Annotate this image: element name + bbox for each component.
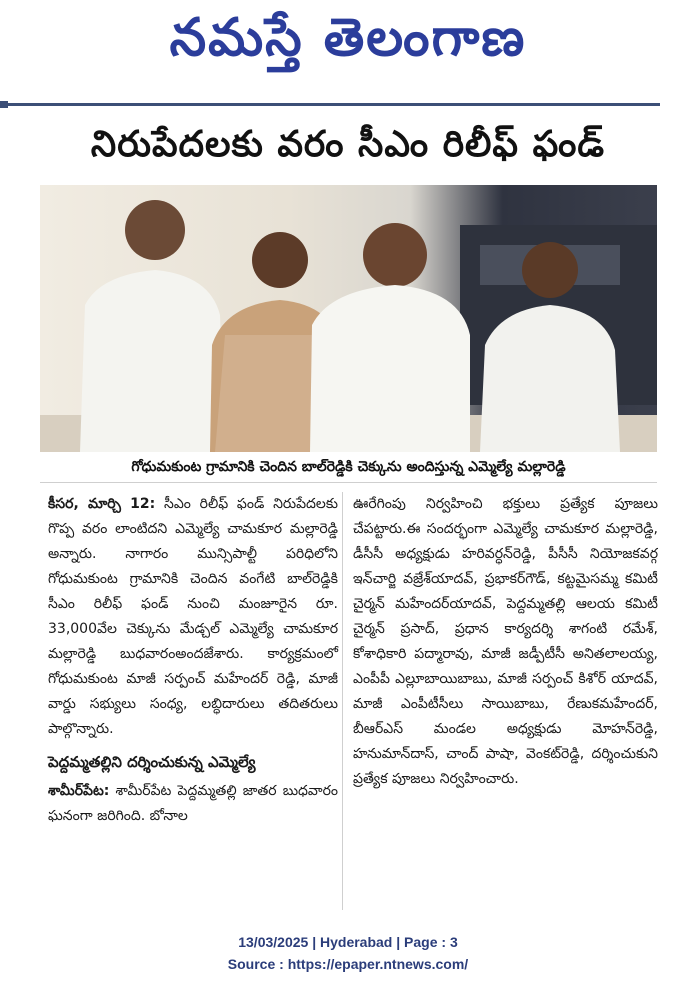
subheading: పెద్దమ్మతల్లిని దర్శించుకున్న ఎమ్మెల్యే: [48, 753, 256, 771]
dateline: కీసర, మార్చి 12:: [48, 496, 156, 512]
paragraph-text: శామీర్‌పేట పెద్దమ్మతల్లి జాతర బుధవారం ఘనంగా జరిగింది. బోనాల: [48, 783, 339, 824]
sub-dateline: శామీర్‌పేట:: [48, 783, 110, 799]
paragraph: [48, 779, 338, 829]
paragraph-text: సీఎం రిలీఫ్ ఫండ్ నిరుపేదలకు గొప్ప వరం లాంటిదని ఎమ్మెల్యే చామకూర మల్లారెడ్డి అన్నారు. నాగారం మున్సిపాల్టీ పరిధిలోని గోధుమకుంట గ్రామానికి చెందిన వంగేటి బాల్‌రెడ్డికి సీఎం రిలీఫ్ ఫండ్ నుంచి మంజూరైన రూ. 33,000వేల చెక్కును మేడ్చల్ ఎమ్మెల్యే చామకూర మల్లారెడ్డి బుధవారంఅందజేశారు. కార్యక్రమంలో గోధుమకుంట మాజీ సర్పంచ్ మహేందర్ రెడ్డి, మాజీ వార్డు సభ్యులు సంధ్య, లబ్ధిదారులు తదితరులు పాల్గొన్నారు.: [48, 496, 338, 737]
newspaper-logo: నమస్తే తెలంగాణ: [169, 8, 527, 68]
column-divider: [342, 492, 343, 910]
paragraph-text: ఊరేగింపు నిర్వహించి భక్తులు ప్రత్యేక పూజలు చేపట్టారు.ఈ సందర్భంగా ఎమ్మెల్యే చామకూర మల్లారెడ్డి, డీసీసీ అధ్యక్షుడు హరివర్ధన్‌రెడ్డి, పీసీసీ నియోజకవర్గ ఇన్‌చార్జి వజ్రేశ్‌యాదవ్, ప్రభాకర్‌గౌడ్, కట్టమైసమ్మ కమిటీ చైర్మన్ మహేందర్‌యాదవ్, పెద్దమ్మతల్లి ఆలయ కమిటీ చైర్మన్ ప్రసాద్, ప్రధాన కార్యదర్శి శాగంటి రమేశ్, కోశాధికారి పద్మారావు, మాజీ జడ్పీటీసీ అనితలాలయ్య, ఎంపీపీ ఎల్లూబాయిబాబు, మాజీ సర్పంచ్ కిశోర్ యాదవ్, మాజీ ఎంపీటీసీలు సాయిబాబు, రేణుకమహేందర్, బీఆర్‌ఎస్ మండల అధ్యక్షుడు మోహన్‌రెడ్డి, హనుమాన్‌దాస్, చాంద్ పాషా, వెంకట్‌రెడ్డి, దర్శించుకుని ప్రత్యేక పూజలు నిర్వహించారు.: [353, 496, 658, 787]
header-rule: [0, 103, 660, 106]
photo-caption: గోధుమకుంట గ్రామానికి చెందిన బాల్‌రెడ్డికి చెక్కును అందిస్తున్న ఎమ్మెల్యే మల్లారెడ్డి: [40, 452, 657, 483]
footer-source-line: Source : https://epaper.ntnews.com/: [227, 956, 469, 972]
masthead: [0, 0, 696, 95]
footer-date-line: 13/03/2025 | Hyderabad | Page : 3: [238, 934, 458, 950]
article-photo: [40, 185, 657, 452]
article-headline: నిరుపేదలకు వరం సీఎం రిలీఫ్ ఫండ్: [90, 124, 606, 165]
paragraph: [48, 492, 338, 742]
article-column-left: [48, 492, 338, 829]
photo-illustration: [40, 185, 657, 452]
article-column-right: [353, 492, 658, 792]
